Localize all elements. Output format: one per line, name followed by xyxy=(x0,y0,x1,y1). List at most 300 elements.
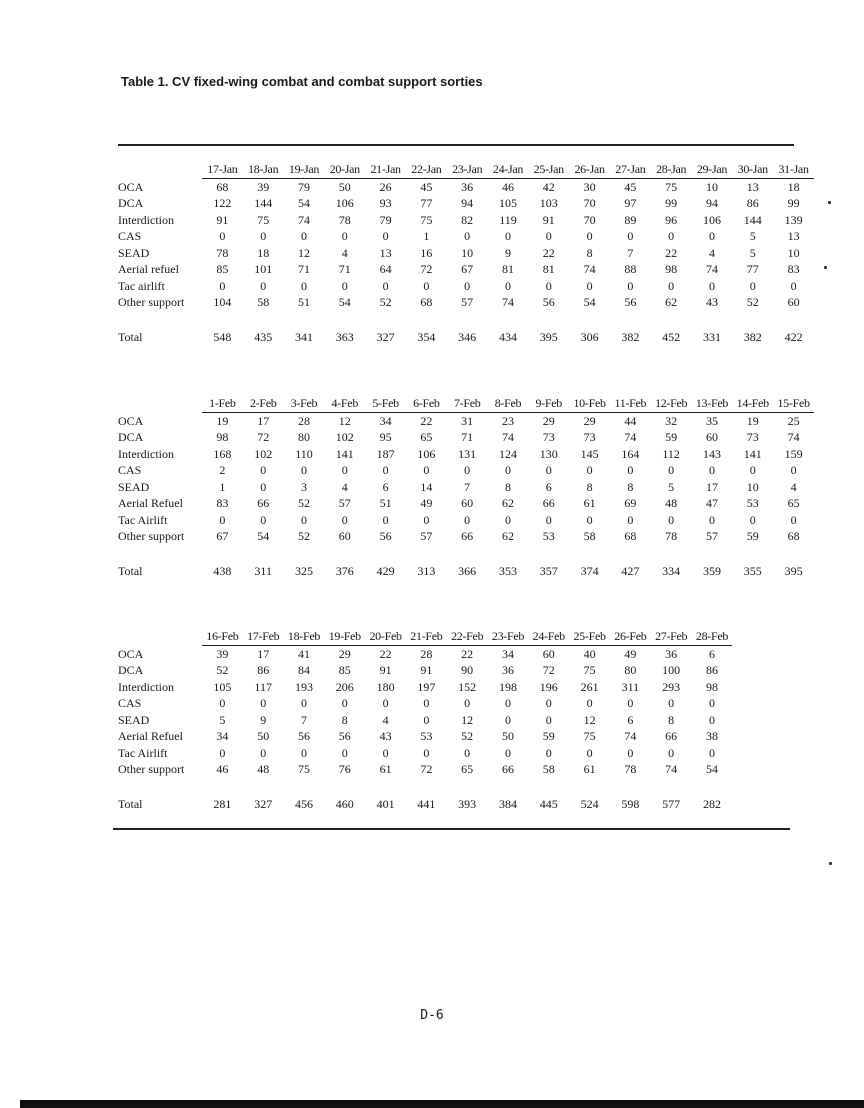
sortie-count: 6 xyxy=(382,479,389,494)
sortie-count: 35 xyxy=(705,413,718,428)
sortie-count: 106 xyxy=(702,212,721,227)
header-corner xyxy=(118,161,202,178)
total-value: 434 xyxy=(498,329,517,344)
sortie-count: 0 xyxy=(341,278,348,293)
sortie-count: 0 xyxy=(260,278,267,293)
date-header-row xyxy=(118,395,814,412)
sortie-count: 78 xyxy=(665,529,678,544)
sortie-count: 119 xyxy=(499,212,517,227)
sortie-count: 98 xyxy=(216,430,229,445)
sortie-count: 68 xyxy=(420,295,433,310)
sortie-count: 13 xyxy=(379,245,392,260)
sortie-count: 7 xyxy=(464,479,471,494)
sortie-count: 4 xyxy=(382,712,389,727)
sortie-count: 3 xyxy=(300,479,307,494)
sortie-count: 42 xyxy=(542,179,555,194)
sortie-count: 141 xyxy=(335,446,354,461)
sortie-count: 80 xyxy=(624,663,637,678)
sortie-count: 98 xyxy=(705,679,718,694)
spacer-row xyxy=(118,778,732,796)
sortie-count: 0 xyxy=(382,278,389,293)
total-value: 456 xyxy=(294,796,313,811)
date-header: 21-Feb xyxy=(406,628,447,645)
sortie-count: 78 xyxy=(624,762,637,777)
sortie-count: 83 xyxy=(216,496,229,511)
sortie-count: 16 xyxy=(420,245,433,260)
date-header: 25-Feb xyxy=(569,628,610,645)
table-row xyxy=(118,528,814,545)
sortie-count: 50 xyxy=(501,729,514,744)
sortie-count: 0 xyxy=(708,463,715,478)
row-label: DCA xyxy=(118,663,144,678)
sortie-count: 0 xyxy=(382,696,389,711)
sortie-count: 0 xyxy=(504,745,511,760)
sortie-count: 12 xyxy=(461,712,474,727)
sortie-count: 52 xyxy=(746,295,759,310)
date-header: 4-Feb xyxy=(324,395,365,412)
spacer-row xyxy=(118,311,814,329)
date-header: 5-Feb xyxy=(365,395,406,412)
date-header: 17-Feb xyxy=(243,628,284,645)
sortie-count: 62 xyxy=(665,295,678,310)
sortie-count: 78 xyxy=(216,245,229,260)
sortie-count: 131 xyxy=(458,446,477,461)
sortie-count: 60 xyxy=(787,295,800,310)
sortie-count: 68 xyxy=(216,179,229,194)
sortie-count: 73 xyxy=(746,430,759,445)
total-value: 429 xyxy=(376,563,395,578)
sortie-count: 112 xyxy=(662,446,680,461)
row-label: Other support xyxy=(118,762,185,777)
sortie-count: 50 xyxy=(257,729,270,744)
sortie-count: 86 xyxy=(705,663,718,678)
sortie-count: 46 xyxy=(216,762,229,777)
sortie-count: 22 xyxy=(542,245,555,260)
sortie-count: 86 xyxy=(746,196,759,211)
sortie-count: 0 xyxy=(586,229,593,244)
top-rule xyxy=(118,144,794,146)
sortie-count: 12 xyxy=(338,413,351,428)
table-row xyxy=(118,645,732,662)
sortie-count: 60 xyxy=(705,430,718,445)
row-label: SEAD xyxy=(118,245,150,260)
sortie-count: 74 xyxy=(501,430,514,445)
sortie-count: 145 xyxy=(580,446,599,461)
sortie-count: 36 xyxy=(461,179,474,194)
date-header: 17-Jan xyxy=(202,161,243,178)
sortie-count: 54 xyxy=(705,762,718,777)
date-header: 6-Feb xyxy=(406,395,447,412)
sortie-count: 0 xyxy=(300,696,307,711)
sortie-count: 144 xyxy=(254,196,273,211)
sortie-count: 10 xyxy=(461,245,474,260)
sortie-count: 0 xyxy=(260,463,267,478)
total-value: 460 xyxy=(335,796,354,811)
sortie-count: 32 xyxy=(665,413,678,428)
total-value: 577 xyxy=(662,796,681,811)
sortie-count: 0 xyxy=(260,512,267,527)
sortie-count: 0 xyxy=(464,278,471,293)
sortie-count: 0 xyxy=(423,696,430,711)
header-corner xyxy=(118,395,202,412)
table-row xyxy=(118,679,732,696)
total-value: 353 xyxy=(498,563,517,578)
sortie-count: 106 xyxy=(335,196,354,211)
sortie-count: 0 xyxy=(586,463,593,478)
sortie-count: 53 xyxy=(420,729,433,744)
sortie-count: 52 xyxy=(216,663,229,678)
sortie-count: 53 xyxy=(746,496,759,511)
sortie-count: 54 xyxy=(257,529,270,544)
sortie-count: 66 xyxy=(542,496,555,511)
sortie-count: 9 xyxy=(504,245,511,260)
total-value: 354 xyxy=(417,329,436,344)
sortie-count: 18 xyxy=(787,179,800,194)
sortie-count: 73 xyxy=(542,430,555,445)
sortie-count: 54 xyxy=(583,295,596,310)
sortie-count: 0 xyxy=(627,278,634,293)
sortie-count: 74 xyxy=(624,430,637,445)
total-value: 306 xyxy=(580,329,599,344)
sortie-count: 10 xyxy=(746,479,759,494)
date-header: 24-Jan xyxy=(488,161,529,178)
row-label: DCA xyxy=(118,430,144,445)
sortie-count: 0 xyxy=(708,712,715,727)
sortie-count: 59 xyxy=(746,529,759,544)
sortie-count: 197 xyxy=(417,679,436,694)
sortie-count: 36 xyxy=(501,663,514,678)
date-header-row xyxy=(118,161,814,178)
sortie-count: 0 xyxy=(668,745,675,760)
sortie-count: 68 xyxy=(624,529,637,544)
sortie-count: 76 xyxy=(338,762,351,777)
row-label: OCA xyxy=(118,646,144,661)
sortie-count: 13 xyxy=(746,179,759,194)
total-value: 441 xyxy=(417,796,436,811)
sortie-count: 0 xyxy=(219,278,226,293)
sortie-count: 0 xyxy=(708,745,715,760)
sortie-count: 75 xyxy=(297,762,310,777)
sortie-count: 43 xyxy=(379,729,392,744)
sortie-count: 65 xyxy=(420,430,433,445)
date-header: 12-Feb xyxy=(651,395,692,412)
total-label: Total xyxy=(118,329,143,344)
sortie-count: 8 xyxy=(341,712,348,727)
sortie-count: 0 xyxy=(749,278,756,293)
header-corner xyxy=(118,628,202,645)
sortie-count: 29 xyxy=(583,413,596,428)
total-value: 327 xyxy=(254,796,273,811)
sortie-count: 51 xyxy=(297,295,310,310)
sortie-count: 0 xyxy=(545,229,552,244)
sorties-table-jan xyxy=(118,161,814,345)
date-header: 23-Jan xyxy=(447,161,488,178)
total-value: 384 xyxy=(498,796,517,811)
sortie-count: 44 xyxy=(624,413,637,428)
date-header: 9-Feb xyxy=(528,395,569,412)
sortie-count: 25 xyxy=(787,413,800,428)
date-header: 1-Feb xyxy=(202,395,243,412)
sortie-count: 8 xyxy=(668,712,675,727)
sortie-count: 97 xyxy=(624,196,637,211)
table-row xyxy=(118,294,814,311)
sortie-count: 0 xyxy=(627,512,634,527)
sortie-count: 58 xyxy=(542,762,555,777)
date-header: 27-Jan xyxy=(610,161,651,178)
sortie-count: 56 xyxy=(297,729,310,744)
date-header: 24-Feb xyxy=(528,628,569,645)
date-header: 14-Feb xyxy=(732,395,773,412)
total-label: Total xyxy=(118,796,143,811)
scan-speck xyxy=(824,266,827,269)
sortie-count: 77 xyxy=(420,196,433,211)
sortie-count: 39 xyxy=(216,646,229,661)
sortie-count: 0 xyxy=(708,512,715,527)
sortie-count: 19 xyxy=(216,413,229,428)
sortie-count: 66 xyxy=(461,529,474,544)
date-header: 28-Feb xyxy=(692,628,733,645)
sortie-count: 96 xyxy=(665,212,678,227)
sortie-count: 28 xyxy=(420,646,433,661)
sortie-count: 0 xyxy=(504,278,511,293)
sortie-count: 0 xyxy=(586,696,593,711)
date-header: 20-Jan xyxy=(324,161,365,178)
sortie-count: 105 xyxy=(213,679,232,694)
sortie-count: 0 xyxy=(341,229,348,244)
sortie-count: 8 xyxy=(586,245,593,260)
sortie-count: 180 xyxy=(376,679,395,694)
date-header: 29-Jan xyxy=(692,161,733,178)
total-value: 374 xyxy=(580,563,599,578)
total-value: 311 xyxy=(254,563,272,578)
date-header: 22-Feb xyxy=(447,628,488,645)
sortie-count: 8 xyxy=(504,479,511,494)
sortie-count: 56 xyxy=(542,295,555,310)
date-header: 3-Feb xyxy=(284,395,325,412)
sortie-count: 99 xyxy=(665,196,678,211)
sortie-count: 90 xyxy=(461,663,474,678)
total-value: 363 xyxy=(335,329,354,344)
date-header: 27-Feb xyxy=(651,628,692,645)
sortie-count: 81 xyxy=(542,262,555,277)
sortie-count: 28 xyxy=(297,413,310,428)
row-label: Tac airlift xyxy=(118,278,165,293)
sortie-count: 0 xyxy=(300,278,307,293)
sortie-count: 40 xyxy=(583,646,596,661)
sortie-count: 2 xyxy=(219,463,226,478)
sortie-count: 4 xyxy=(341,479,348,494)
total-value: 598 xyxy=(621,796,640,811)
sortie-count: 39 xyxy=(257,179,270,194)
total-value: 281 xyxy=(213,796,232,811)
sortie-count: 100 xyxy=(662,663,681,678)
sortie-count: 26 xyxy=(379,179,392,194)
table-row xyxy=(118,745,732,762)
date-header: 19-Jan xyxy=(284,161,325,178)
sortie-count: 75 xyxy=(257,212,270,227)
sortie-count: 0 xyxy=(545,278,552,293)
sortie-count: 62 xyxy=(501,529,514,544)
sortie-count: 206 xyxy=(335,679,354,694)
sortie-count: 58 xyxy=(257,295,270,310)
total-value: 524 xyxy=(580,796,599,811)
sortie-count: 68 xyxy=(787,529,800,544)
sortie-count: 53 xyxy=(542,529,555,544)
sortie-count: 0 xyxy=(586,512,593,527)
date-header: 10-Feb xyxy=(569,395,610,412)
date-header: 11-Feb xyxy=(610,395,651,412)
sortie-count: 54 xyxy=(338,295,351,310)
date-header: 31-Jan xyxy=(773,161,814,178)
total-value: 452 xyxy=(662,329,681,344)
sortie-count: 0 xyxy=(300,745,307,760)
sortie-count: 93 xyxy=(379,196,392,211)
sortie-count: 85 xyxy=(338,663,351,678)
sortie-count: 79 xyxy=(297,179,310,194)
sortie-count: 144 xyxy=(743,212,762,227)
sortie-count: 0 xyxy=(260,479,267,494)
sortie-count: 130 xyxy=(539,446,558,461)
sortie-count: 104 xyxy=(213,295,232,310)
date-header: 28-Jan xyxy=(651,161,692,178)
sortie-count: 94 xyxy=(461,196,474,211)
sortie-count: 0 xyxy=(260,229,267,244)
total-value: 438 xyxy=(213,563,232,578)
sortie-count: 17 xyxy=(257,646,270,661)
sortie-count: 0 xyxy=(300,463,307,478)
sortie-count: 66 xyxy=(257,496,270,511)
sortie-count: 88 xyxy=(624,262,637,277)
sortie-count: 311 xyxy=(621,679,640,694)
sortie-count: 34 xyxy=(216,729,229,744)
sortie-count: 29 xyxy=(338,646,351,661)
date-header: 8-Feb xyxy=(488,395,529,412)
date-header: 25-Jan xyxy=(528,161,569,178)
sortie-count: 5 xyxy=(749,245,756,260)
sortie-count: 91 xyxy=(216,212,229,227)
sortie-count: 0 xyxy=(708,696,715,711)
sortie-count: 0 xyxy=(423,463,430,478)
sortie-count: 41 xyxy=(297,646,310,661)
total-value: 395 xyxy=(784,563,803,578)
total-value: 325 xyxy=(294,563,313,578)
sortie-count: 74 xyxy=(665,762,678,777)
sortie-count: 12 xyxy=(583,712,596,727)
total-value: 382 xyxy=(621,329,640,344)
sortie-count: 56 xyxy=(379,529,392,544)
sortie-count: 17 xyxy=(257,413,270,428)
sortie-count: 0 xyxy=(260,696,267,711)
total-value: 357 xyxy=(539,563,558,578)
table-row xyxy=(118,495,814,512)
table-row xyxy=(118,662,732,679)
sortie-count: 0 xyxy=(423,512,430,527)
sortie-count: 0 xyxy=(668,278,675,293)
sortie-count: 52 xyxy=(461,729,474,744)
date-header: 20-Feb xyxy=(365,628,406,645)
date-header: 15-Feb xyxy=(773,395,814,412)
sortie-count: 0 xyxy=(382,463,389,478)
sortie-count: 293 xyxy=(662,679,681,694)
sortie-count: 6 xyxy=(708,646,715,661)
sortie-count: 56 xyxy=(338,729,351,744)
sortie-count: 0 xyxy=(790,512,797,527)
sortie-count: 0 xyxy=(382,512,389,527)
sortie-count: 36 xyxy=(665,646,678,661)
sortie-count: 0 xyxy=(586,745,593,760)
table-row xyxy=(118,261,814,278)
sortie-count: 78 xyxy=(338,212,351,227)
sorties-table-feb-late xyxy=(118,628,732,812)
sortie-count: 102 xyxy=(254,446,273,461)
sortie-count: 168 xyxy=(213,446,232,461)
total-value: 331 xyxy=(702,329,721,344)
row-label: Tac Airlift xyxy=(118,512,168,527)
sortie-count: 0 xyxy=(300,512,307,527)
sortie-count: 51 xyxy=(379,496,392,511)
sortie-count: 0 xyxy=(219,696,226,711)
sortie-count: 139 xyxy=(784,212,803,227)
total-value: 341 xyxy=(294,329,313,344)
sortie-count: 0 xyxy=(382,745,389,760)
sortie-count: 91 xyxy=(542,212,555,227)
sortie-count: 0 xyxy=(545,696,552,711)
row-label: DCA xyxy=(118,196,144,211)
sortie-count: 198 xyxy=(498,679,517,694)
sortie-count: 58 xyxy=(583,529,596,544)
sortie-count: 75 xyxy=(583,729,596,744)
sortie-count: 52 xyxy=(297,529,310,544)
date-header: 18-Feb xyxy=(284,628,325,645)
sortie-count: 0 xyxy=(341,463,348,478)
table-row xyxy=(118,695,732,712)
sortie-count: 5 xyxy=(749,229,756,244)
sortie-count: 0 xyxy=(504,463,511,478)
total-value: 435 xyxy=(254,329,273,344)
table-row xyxy=(118,761,732,778)
bottom-rule xyxy=(113,828,790,830)
sortie-count: 0 xyxy=(504,229,511,244)
sortie-count: 72 xyxy=(542,663,555,678)
sortie-count: 95 xyxy=(379,430,392,445)
table-row xyxy=(118,195,814,212)
sortie-count: 0 xyxy=(668,229,675,244)
total-value: 445 xyxy=(539,796,558,811)
table-title: Table 1. CV fixed-wing combat and combat support sorties xyxy=(121,74,483,89)
sortie-count: 8 xyxy=(627,479,634,494)
sortie-count: 5 xyxy=(668,479,675,494)
sortie-count: 54 xyxy=(297,196,310,211)
sortie-count: 81 xyxy=(501,262,514,277)
date-header: 21-Jan xyxy=(365,161,406,178)
sortie-count: 46 xyxy=(501,179,514,194)
sortie-count: 91 xyxy=(379,663,392,678)
sortie-count: 22 xyxy=(379,646,392,661)
sortie-count: 0 xyxy=(627,463,634,478)
sortie-count: 0 xyxy=(545,512,552,527)
sortie-count: 45 xyxy=(624,179,637,194)
page-number: D-6 xyxy=(420,1008,444,1023)
row-label: OCA xyxy=(118,179,144,194)
table-row xyxy=(118,512,814,529)
sortie-count: 52 xyxy=(297,496,310,511)
sortie-count: 0 xyxy=(668,463,675,478)
sortie-count: 57 xyxy=(461,295,474,310)
sortie-count: 22 xyxy=(420,413,433,428)
sortie-count: 7 xyxy=(627,245,634,260)
row-label: OCA xyxy=(118,413,144,428)
total-value: 327 xyxy=(376,329,395,344)
